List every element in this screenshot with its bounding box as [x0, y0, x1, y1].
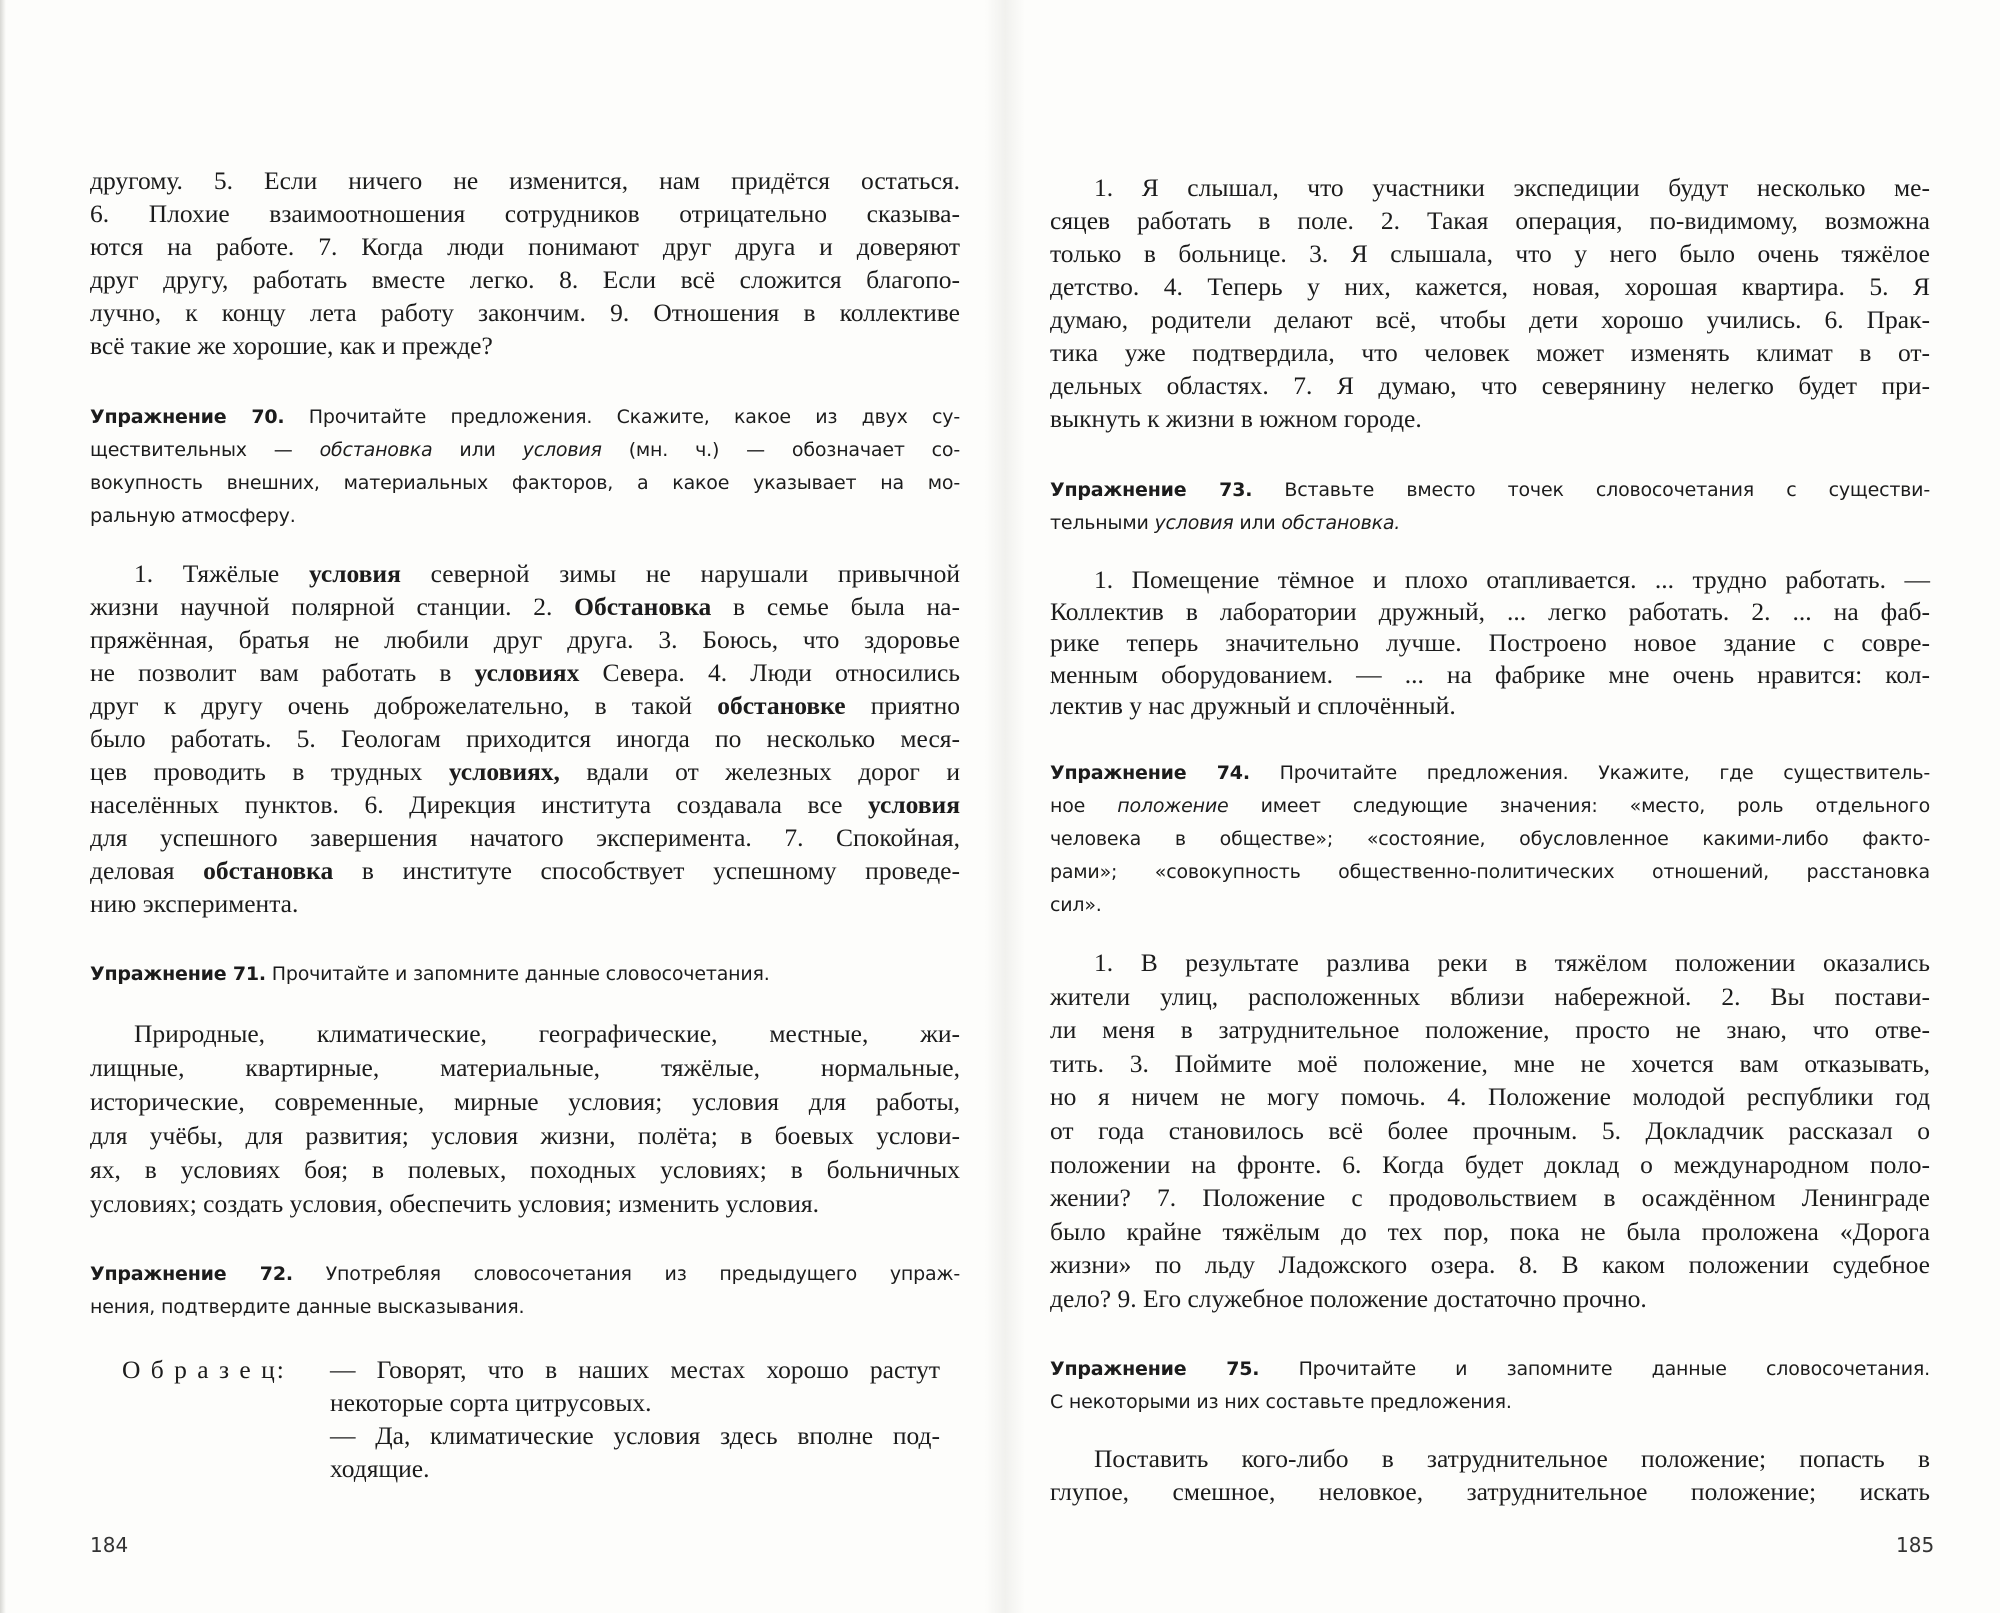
- text-line: [90, 590, 960, 623]
- text-line: [90, 500, 960, 533]
- text-line: [90, 1085, 960, 1119]
- text-segment: человека в обществе»; «состояние, обусловленное какими-либо факто-: [1050, 828, 1930, 850]
- bold-term: Упражнение 71.: [90, 963, 266, 985]
- text-segment: всё такие же хорошие, как и прежде?: [90, 331, 493, 360]
- text-segment: от года становилось всё более прочным. 5. Докладчик рассказал о: [1050, 1115, 1930, 1145]
- text-line: [1050, 369, 1930, 402]
- text-segment: дело? 9. Его служебное положение достаточно прочно.: [1050, 1283, 1647, 1313]
- text-line: [90, 887, 960, 920]
- text-line: [90, 230, 960, 263]
- book-gutter: [985, 0, 1025, 1613]
- text-line: [90, 197, 960, 230]
- text-line: [90, 689, 960, 722]
- bold-term: Упражнение 75.: [1050, 1358, 1260, 1380]
- text-segment: жении? 7. Положение с продовольствием в осаждённом Ленинграде: [1050, 1183, 1930, 1213]
- text-line: [1050, 946, 1930, 980]
- exercise-70-heading: [90, 401, 960, 533]
- bold-term: обстановка: [203, 856, 334, 885]
- text-line: [90, 296, 960, 329]
- text-line: [1050, 856, 1930, 889]
- text-segment: сяцев работать в поле. 2. Такая операция, по-видимому, возможна: [1050, 206, 1930, 235]
- text-line: [1050, 757, 1930, 790]
- text-segment: ются на работе. 7. Когда люди понимают друг друга и доверяют: [90, 232, 960, 261]
- text-segment: тельными: [1050, 512, 1155, 534]
- text-segment: жизни научной полярной станции. 2.: [90, 592, 575, 621]
- italic-term: условия: [522, 439, 602, 461]
- text-segment: или: [1233, 512, 1282, 534]
- exercise-73-text: [1050, 564, 1930, 722]
- text-segment: рике теперь значительно лучше. Построено новое здание с совре-: [1050, 628, 1930, 657]
- text-line: [90, 557, 960, 590]
- text-segment: Употребляя словосочетания из предыдущего упраж-: [292, 1263, 961, 1285]
- text-segment: но я ничем не могу помочь. 4. Положение молодой республики год: [1050, 1082, 1930, 1112]
- italic-term: положение: [1117, 795, 1229, 817]
- text-line: [90, 1258, 960, 1291]
- text-segment: Поставить кого-либо в затруднительное положение; попасть в: [1094, 1444, 1930, 1473]
- text-segment: лучно, к концу лета работу закончим. 9. Отношения в коллективе: [90, 298, 960, 327]
- text-line: [1050, 270, 1930, 303]
- text-line: [90, 958, 960, 991]
- text-segment: в семье была на-: [711, 592, 960, 621]
- text-segment: ральную атмосферу.: [90, 505, 296, 527]
- text-segment: рами»; «совокупность общественно-политических отношений, расстановка: [1050, 861, 1930, 883]
- bold-term: Упражнение 74.: [1050, 762, 1250, 784]
- text-segment: северной зимы не нарушали привычной: [400, 559, 961, 588]
- text-line: [1050, 823, 1930, 856]
- bold-term: условия: [868, 790, 960, 819]
- exercise-70-text: [90, 557, 960, 920]
- italic-term: обстановка: [319, 439, 433, 461]
- text-segment: 1. Помещение тёмное и плохо отапливается. ... трудно работать. —: [1094, 565, 1930, 594]
- text-segment: для учёбы, для развития; условия жизни, полёта; в боевых услови-: [90, 1121, 960, 1150]
- text-line: [1050, 336, 1930, 369]
- text-segment: (мн. ч.) — обозначает со-: [601, 439, 961, 461]
- text-line: [1050, 790, 1930, 823]
- text-line: [1050, 1282, 1930, 1316]
- text-segment: Прочитайте предложения. Скажите, какое из двух су-: [284, 406, 960, 428]
- exercise-75-heading: [1050, 1353, 1930, 1419]
- text-segment: не позволит вам работать в: [90, 658, 475, 687]
- text-segment: Прочитайте и запомните данные словосочетания.: [265, 963, 770, 985]
- text-line: [90, 821, 960, 854]
- text-line: [330, 1386, 940, 1419]
- exercise-71-heading: [90, 958, 960, 991]
- text-segment: Прочитайте предложения. Укажите, где существитель-: [1249, 762, 1930, 784]
- bold-term: Упражнение 73.: [1050, 479, 1253, 501]
- bold-term: условиях: [474, 658, 580, 687]
- text-line: [1050, 1181, 1930, 1215]
- text-segment: в институте способствует успешному проведе-: [333, 856, 960, 885]
- text-segment: условиях; создать условия, обеспечить условия; изменить условия.: [90, 1189, 819, 1218]
- text-line: [1050, 1114, 1930, 1148]
- text-segment: некоторые сорта цитрусовых.: [330, 1388, 652, 1417]
- text-line: [1050, 690, 1930, 722]
- text-line: [1050, 596, 1930, 628]
- text-line: [1050, 303, 1930, 336]
- text-line: [90, 722, 960, 755]
- text-segment: населённых пунктов. 6. Дирекция института создавала все: [90, 790, 869, 819]
- text-line: [90, 434, 960, 467]
- text-line: [1050, 1248, 1930, 1282]
- text-segment: 1. Я слышал, что участники экспедиции будут несколько ме-: [1094, 173, 1930, 202]
- text-line: [1050, 204, 1930, 237]
- text-segment: ное: [1050, 795, 1118, 817]
- text-line: [1050, 889, 1930, 922]
- text-segment: 1. Тяжёлые: [134, 559, 309, 588]
- sample-label: О б р а з е ц:: [122, 1355, 286, 1384]
- text-segment: приятно: [845, 691, 961, 720]
- exercise-71-text: [90, 1017, 960, 1221]
- exercise-75-text: [1050, 1442, 1930, 1508]
- text-line: [90, 788, 960, 821]
- text-segment: менным оборудованием. — ... на фабрике мне очень нравится: кол-: [1050, 659, 1930, 689]
- text-segment: жизни» по льду Ладожского озера. 8. В каком положении судебное: [1050, 1250, 1930, 1280]
- text-segment: только в больнице. 3. Я слышала, что у него было очень тяжёлое: [1050, 239, 1930, 268]
- text-line: [90, 329, 960, 362]
- text-line: [1050, 237, 1930, 270]
- text-line: [330, 1353, 940, 1386]
- text-line: [1050, 1442, 1930, 1475]
- text-segment: друг другу, работать вместе легко. 8. Если всё сложится благопо-: [90, 265, 960, 294]
- text-line: [1050, 507, 1930, 540]
- text-segment: ях, в условиях боя; в полевых, походных условиях; в больничных: [90, 1155, 960, 1184]
- text-segment: исторические, современные, мирные условия; условия для работы,: [90, 1087, 960, 1116]
- text-segment: — Говорят, что в наших местах хорошо растут: [330, 1355, 940, 1384]
- text-line: [1050, 474, 1930, 507]
- bold-term: Упражнение 72.: [90, 1263, 293, 1285]
- page-number-left: 184: [90, 1533, 129, 1557]
- text-segment: дельных областях. 7. Я думаю, что северянину нелегко будет при-: [1050, 371, 1930, 400]
- text-segment: было крайне тяжёлым до тех пор, пока не была проложена «Дорога: [1050, 1216, 1930, 1246]
- text-segment: положении на фронте. 6. Когда будет доклад о международном поло-: [1050, 1149, 1930, 1179]
- text-segment: ходящие.: [330, 1454, 430, 1483]
- text-line: [1050, 1386, 1930, 1419]
- text-segment: Природные, климатические, географические, местные, жи-: [134, 1019, 960, 1048]
- text-segment: было работать. 5. Геологам приходится иногда по несколько меся-: [90, 724, 960, 753]
- text-continuation: [90, 164, 960, 362]
- bold-term: Упражнение 70.: [90, 406, 285, 428]
- text-segment: Коллектив в лаборатории дружный, ... легко работать. 2. ... на фаб-: [1050, 596, 1930, 626]
- page-edge-shadow: [0, 0, 6, 1613]
- text-segment: Прочитайте и запомните данные словосочетания.: [1259, 1358, 1930, 1380]
- text-line: [90, 1017, 960, 1051]
- text-segment: сил».: [1050, 894, 1102, 916]
- text-segment: нения, подтвердите данные высказывания.: [90, 1296, 525, 1318]
- text-segment: Севера. 4. Люди относились: [579, 658, 960, 687]
- text-line: [1050, 402, 1930, 435]
- italic-term: условия: [1154, 512, 1234, 534]
- text-segment: друг к другу очень доброжелательно, в такой: [90, 691, 718, 720]
- text-segment: цев проводить в трудных: [90, 757, 449, 786]
- text-segment: другому. 5. Если ничего не изменится, нам придётся остаться.: [90, 166, 960, 195]
- text-segment: 1. В результате разлива реки в тяжёлом положении оказались: [1094, 948, 1930, 977]
- text-line: [90, 467, 960, 500]
- text-line: [1050, 1080, 1930, 1114]
- text-line: [1050, 980, 1930, 1014]
- exercise-73-heading: [1050, 474, 1930, 540]
- text-line: [90, 1153, 960, 1187]
- text-line: [1050, 171, 1930, 204]
- text-line: [90, 1051, 960, 1085]
- exercise-72-heading: [90, 1258, 960, 1324]
- text-line: [90, 1291, 960, 1324]
- text-segment: имеет следующие значения: «место, роль отдельного: [1228, 795, 1930, 817]
- exercise-72-text: [1050, 171, 1930, 435]
- exercise-74-text: [1050, 946, 1930, 1316]
- text-line: [90, 1187, 960, 1221]
- text-line: [90, 263, 960, 296]
- text-line: [90, 755, 960, 788]
- text-line: [90, 1119, 960, 1153]
- text-segment: выкнуть к жизни в южном городе.: [1050, 404, 1422, 433]
- text-line: [90, 164, 960, 197]
- bold-term: обстановке: [717, 691, 846, 720]
- text-segment: 6. Плохие взаимоотношения сотрудников отрицательно сказыва-: [90, 199, 960, 228]
- bold-term: условия: [308, 559, 401, 588]
- exercise-74-heading: [1050, 757, 1930, 922]
- text-line: [90, 401, 960, 434]
- text-segment: тить. 3. Поймите моё положение, мне не хочется вам отказывать,: [1050, 1048, 1930, 1078]
- text-segment: думаю, родители делают всё, чтобы дети хорошо учились. 6. Прак-: [1050, 305, 1930, 334]
- text-line: [1050, 659, 1930, 691]
- text-line: [330, 1452, 940, 1485]
- exercise-72-sample: [330, 1353, 940, 1485]
- text-segment: пряжённая, братья не любили друг друга. 3. Боюсь, что здоровье: [90, 625, 960, 654]
- text-segment: лектив у нас дружный и сплочённый.: [1050, 691, 1456, 720]
- text-line: [1050, 627, 1930, 659]
- text-segment: лищные, квартирные, материальные, тяжёлые, нормальные,: [90, 1053, 960, 1082]
- text-line: [1050, 1475, 1930, 1508]
- text-segment: нию эксперимента.: [90, 889, 299, 918]
- text-segment: глупое, смешное, неловкое, затруднительное положение; искать: [1050, 1477, 1930, 1506]
- text-segment: тика уже подтвердила, что человек может изменять климат в от-: [1050, 338, 1930, 367]
- text-line: [1050, 1215, 1930, 1249]
- text-segment: или: [432, 439, 523, 461]
- text-line: [1050, 1013, 1930, 1047]
- text-line: [1050, 564, 1930, 596]
- text-segment: ли меня в затруднительное положение, просто не знаю, что отве-: [1050, 1015, 1930, 1045]
- text-segment: деловая: [90, 856, 204, 885]
- text-segment: жители улиц, расположенных вблизи набережной. 2. Вы постави-: [1050, 981, 1930, 1011]
- text-segment: ществительных —: [90, 439, 320, 461]
- bold-term: условиях,: [448, 757, 560, 786]
- text-line: [1050, 1353, 1930, 1386]
- text-segment: вдали от железных дорог и: [559, 757, 960, 786]
- text-segment: Вставьте вместо точек словосочетания с существи-: [1252, 479, 1930, 501]
- text-segment: для успешного завершения начатого эксперимента. 7. Спокойная,: [90, 823, 960, 852]
- text-line: [90, 656, 960, 689]
- text-line: [1050, 1148, 1930, 1182]
- page-number-right: 185: [1896, 1533, 1935, 1557]
- text-line: [90, 623, 960, 656]
- text-line: [330, 1419, 940, 1452]
- text-segment: С некоторыми из них составьте предложения.: [1050, 1391, 1512, 1413]
- bold-term: Обстановка: [574, 592, 712, 621]
- text-line: [1050, 1047, 1930, 1081]
- text-segment: — Да, климатические условия здесь вполне под-: [330, 1421, 940, 1450]
- text-segment: вокупность внешних, материальных факторов, а какое указывает на мо-: [90, 472, 960, 494]
- text-segment: детство. 4. Теперь у них, кажется, новая, хорошая квартира. 5. Я: [1050, 272, 1930, 301]
- text-line: [90, 854, 960, 887]
- italic-term: обстановка.: [1281, 512, 1401, 534]
